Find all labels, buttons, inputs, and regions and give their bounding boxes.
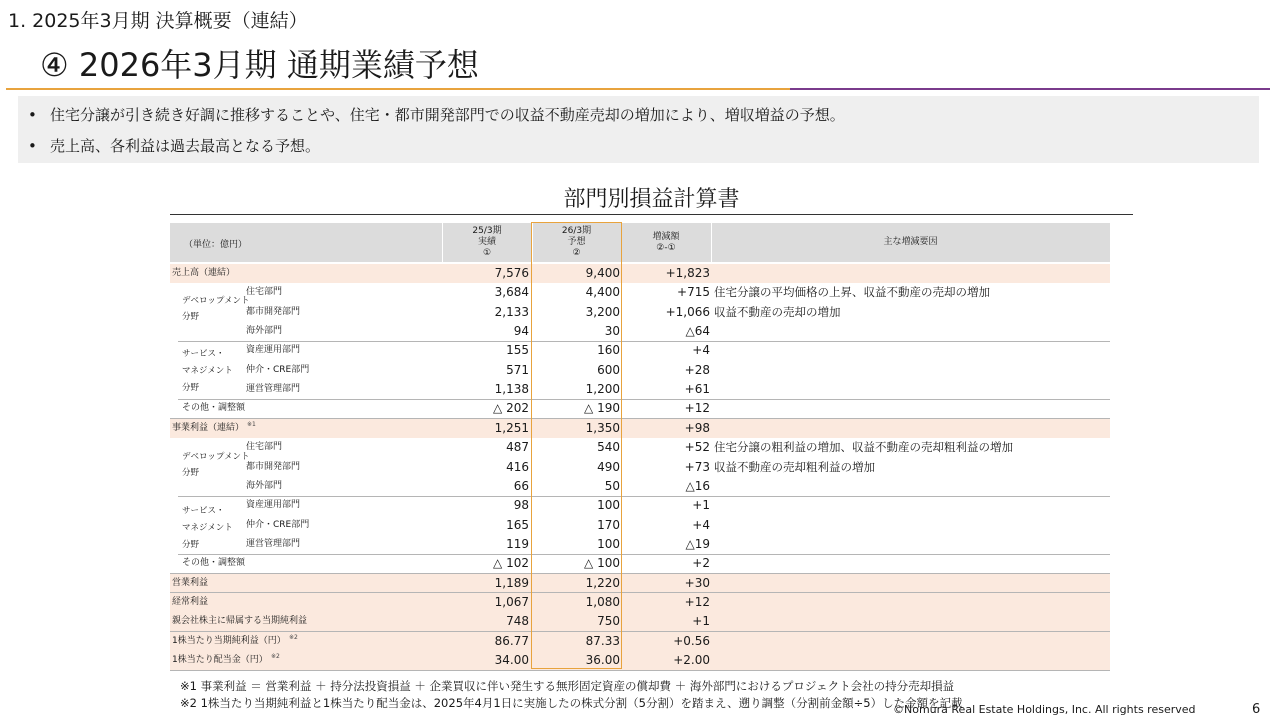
value-fy26: 540 <box>597 440 620 455</box>
row-label: 都市開発部門 <box>246 461 301 472</box>
value-fy25: 487 <box>506 440 529 455</box>
section-heading: 1. 2025年3月期 決算概要（連結） <box>8 10 308 32</box>
value-change: +2 <box>692 556 710 571</box>
page-number: 6 <box>1252 702 1261 717</box>
row-label: その他・調整額 <box>182 558 246 569</box>
value-change: +98 <box>684 420 710 435</box>
row-label: 経常利益 <box>172 596 209 607</box>
copyright: ©Nomura Real Estate Holdings, Inc. All rights reserved <box>893 703 1196 716</box>
value-fy26: 750 <box>597 614 620 629</box>
value-change: +4 <box>692 517 710 532</box>
table-row <box>170 632 1110 651</box>
row-label: 住宅部門 <box>246 287 283 298</box>
value-fy26: 1,220 <box>585 575 620 590</box>
table-row <box>170 303 1110 322</box>
value-fy26: 160 <box>597 343 620 358</box>
value-fy26: 100 <box>597 498 620 513</box>
value-fy25: 98 <box>513 498 529 513</box>
table-row <box>170 593 1110 612</box>
value-fy26: 1,200 <box>585 382 620 397</box>
value-fy26: 490 <box>597 459 620 474</box>
value-change: +61 <box>684 382 710 397</box>
value-fy25: △ 202 <box>493 401 529 416</box>
value-fy26: 1,350 <box>585 420 620 435</box>
value-change: +1,823 <box>665 266 710 280</box>
table-row <box>170 419 1110 438</box>
row-label: 親会社株主に帰属する当期純利益 <box>172 616 308 627</box>
table-row <box>170 399 1110 418</box>
table-title-divider <box>170 214 1133 215</box>
table-row <box>170 574 1110 593</box>
table-row <box>170 283 1110 302</box>
value-change: △19 <box>685 536 710 551</box>
row-label: 1株当たり配当金（円） <box>172 655 268 665</box>
value-change: +2.00 <box>673 653 710 667</box>
value-fy25: 571 <box>506 362 529 377</box>
table-row <box>170 554 1110 573</box>
value-change: +0.56 <box>673 633 710 648</box>
value-fy26: 30 <box>604 324 620 339</box>
group-label-service: サービス・ マネジメント 分野 <box>182 506 233 550</box>
value-change: +12 <box>684 401 710 416</box>
row-label: 住宅部門 <box>246 442 283 453</box>
table-title: 部門別損益計算書 <box>563 187 740 212</box>
header-main-factors: 主な増減要因 <box>883 237 938 247</box>
value-fy25: 416 <box>506 459 529 474</box>
header-fy26-forecast: 26/3期 予想 ② <box>561 226 592 258</box>
row-label: 海外部門 <box>246 326 283 337</box>
row-label: 海外部門 <box>246 480 283 491</box>
table-row <box>170 380 1110 399</box>
value-change: +4 <box>692 343 710 358</box>
header-fy25-actual: 25/3期 実績 ① <box>472 226 502 258</box>
value-fy25: 2,133 <box>494 304 529 319</box>
footnote-1: ※1 事業利益 ＝ 営業利益 ＋ 持分法投資損益 ＋ 企業買収に伴い発生する無形固定資産の償却費 ＋ 海外部門におけるプロジェクト会社の持分売却損益 <box>180 679 955 693</box>
header-change: 増減額 ②-① <box>652 231 680 253</box>
table-row <box>170 322 1110 341</box>
row-factor-note: 収益不動産の売却の増加 <box>714 304 841 319</box>
value-change: +52 <box>684 440 710 455</box>
unit-label: （単位：億円） <box>184 240 248 250</box>
table-row <box>170 535 1110 554</box>
footnote-mark: ※2 <box>271 653 280 660</box>
row-factor-note: 収益不動産の売却粗利益の増加 <box>714 459 875 474</box>
row-label: 都市開発部門 <box>246 306 301 317</box>
value-fy25: 86.77 <box>494 633 529 648</box>
table-row <box>170 438 1110 457</box>
value-fy25: 34.00 <box>494 653 529 667</box>
value-change: +1,066 <box>665 304 710 319</box>
value-fy25: 1,067 <box>494 594 529 609</box>
value-fy26: 4,400 <box>585 285 620 300</box>
title-divider <box>6 88 1270 90</box>
summary-box <box>18 96 1259 163</box>
value-fy25: 119 <box>506 536 529 551</box>
value-change: +30 <box>684 575 710 590</box>
group-label-development: デベロップメント 分野 <box>182 452 250 478</box>
value-change: +73 <box>684 459 710 474</box>
row-label: 資産運用部門 <box>246 500 301 511</box>
table-row <box>170 496 1110 515</box>
value-change: +1 <box>692 498 710 513</box>
row-divider <box>170 670 1110 671</box>
value-fy25: 1,189 <box>494 575 529 590</box>
row-label: 仲介・CRE部門 <box>246 364 310 375</box>
value-fy25: 3,684 <box>494 285 529 300</box>
row-label: 営業利益 <box>172 577 209 588</box>
row-label: 事業利益（連結） <box>172 422 245 433</box>
row-label: 売上高（連結） <box>172 268 236 278</box>
value-fy26: 9,400 <box>585 266 620 280</box>
group-label-development: デベロップメント 分野 <box>182 296 250 322</box>
value-fy25: 1,138 <box>494 382 529 397</box>
table-row <box>170 651 1110 670</box>
footnote-2: ※2 1株当たり当期純利益と1株当たり配当金は、2025年4月1日に実施したの株式分割（5分割）を踏まえ、遡り調整（分割前金額÷5）した金額を記載 <box>180 696 963 710</box>
value-fy25: 165 <box>506 517 529 532</box>
value-fy25: △ 102 <box>493 556 529 571</box>
value-fy26: 50 <box>604 478 620 493</box>
value-fy25: 1,251 <box>494 420 529 435</box>
row-label: 運営管理部門 <box>246 384 301 395</box>
row-label: 運営管理部門 <box>246 538 301 549</box>
value-fy25: 155 <box>506 343 529 358</box>
summary-bullet: • 売上高、各利益は過去最高となる予想。 <box>28 137 321 155</box>
value-fy26: 600 <box>597 362 620 377</box>
footnote-mark: ※1 <box>247 420 256 428</box>
value-change: +12 <box>684 594 710 609</box>
table-row <box>170 516 1110 535</box>
value-fy25: 66 <box>513 478 529 493</box>
table-header <box>170 223 1110 262</box>
row-factor-note: 住宅分譲の平均価格の上昇、収益不動産の売却の増加 <box>714 285 990 300</box>
value-fy26: 170 <box>597 517 620 532</box>
table-row <box>170 477 1110 496</box>
table-row <box>170 341 1110 360</box>
value-fy25: 94 <box>513 324 529 339</box>
value-fy26: 100 <box>597 536 620 551</box>
value-fy26: 87.33 <box>585 633 620 648</box>
value-fy26: 1,080 <box>585 594 620 609</box>
table-row <box>170 458 1110 477</box>
value-fy25: 7,576 <box>494 266 529 280</box>
value-fy26: 3,200 <box>585 304 620 319</box>
value-fy26: △ 190 <box>584 401 620 416</box>
table-row <box>170 612 1110 631</box>
footnote-mark: ※2 <box>289 633 298 641</box>
value-change: +1 <box>692 614 710 629</box>
value-change: △64 <box>685 324 710 339</box>
page-title: ④ 2026年3月期 通期業績予想 <box>40 46 479 84</box>
group-label-service: サービス・ マネジメント 分野 <box>182 349 233 393</box>
row-label: その他・調整額 <box>182 403 246 414</box>
value-fy26: △ 100 <box>584 556 620 571</box>
row-label: 仲介・CRE部門 <box>246 519 310 530</box>
row-factor-note: 住宅分譲の粗利益の増加、収益不動産の売却粗利益の増加 <box>714 440 1013 455</box>
value-change: +28 <box>684 362 710 377</box>
value-change: +715 <box>677 285 710 300</box>
value-change: △16 <box>685 478 710 493</box>
value-fy25: 748 <box>506 614 529 629</box>
row-label: 1株当たり当期純利益（円） <box>172 635 286 646</box>
table-row <box>170 361 1110 380</box>
value-fy26: 36.00 <box>585 653 620 667</box>
table-row <box>170 264 1110 283</box>
row-label: 資産運用部門 <box>246 345 301 356</box>
summary-bullet: • 住宅分譲が引き続き好調に推移することや、住宅・都市開発部門での収益不動産売却の増加により、増収増益の予想。 <box>28 106 845 124</box>
